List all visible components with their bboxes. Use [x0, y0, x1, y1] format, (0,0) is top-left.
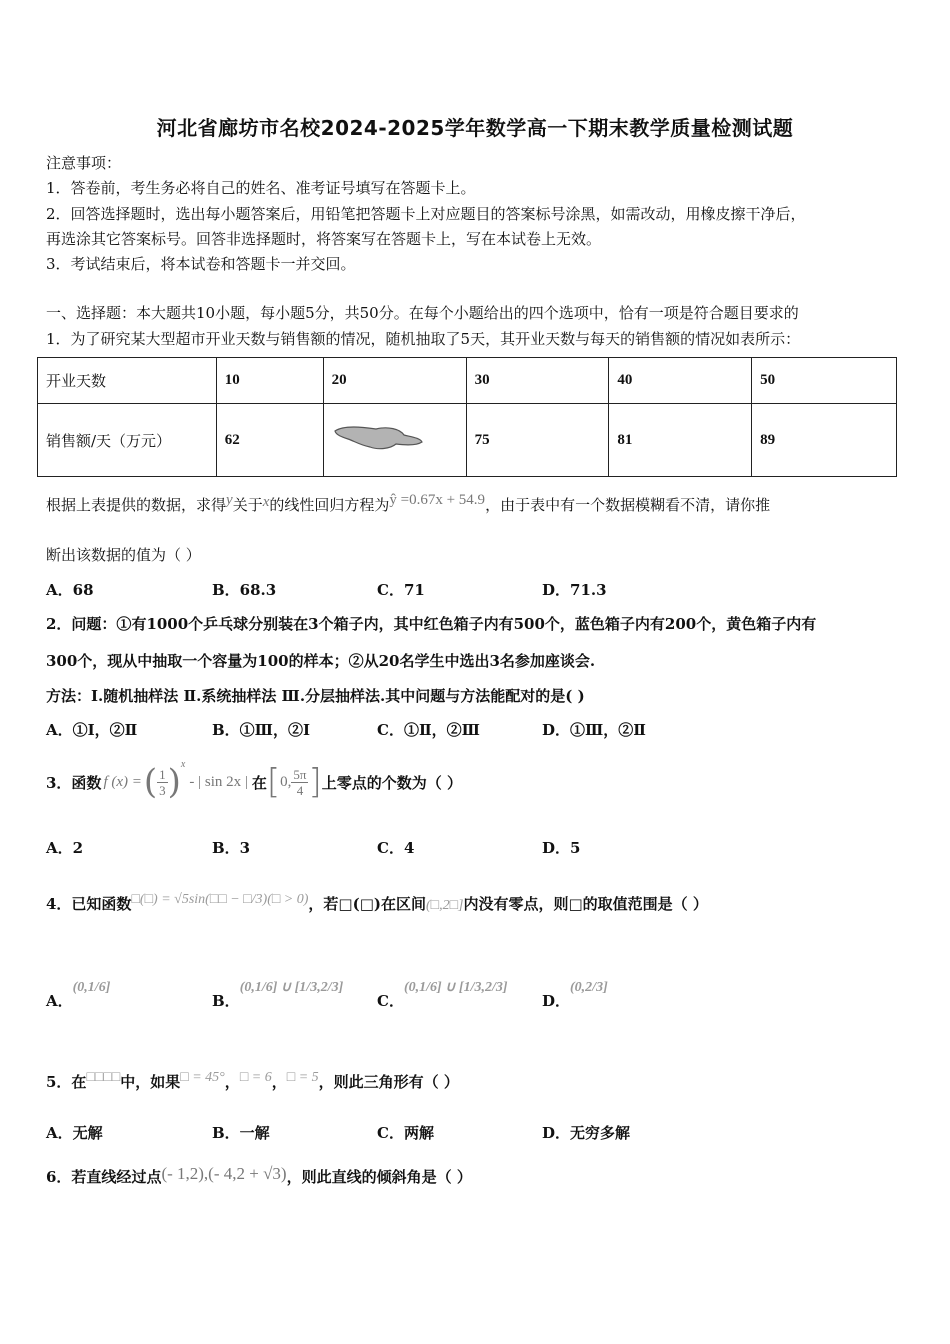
- var-x: x: [262, 494, 270, 510]
- q3-func-lhs: f (x) =: [103, 773, 142, 790]
- q3-stem: [46, 754, 462, 810]
- q2-line-2: 300个，现从中抽取一个容量为100的样本；②从20名学生中选出3名参加座谈会.: [46, 652, 596, 670]
- q2-line-1: 2．问题：①有1000个乒乓球分别装在3个箱子内，其中红色箱子内有500个，蓝色箱子内有200个，黄色箱子内有: [46, 615, 817, 633]
- q5-stem: [46, 1071, 459, 1092]
- q3-in: 在: [251, 773, 267, 792]
- table-cell: 10: [216, 358, 323, 404]
- table-cell: 89: [752, 404, 897, 477]
- q1-text-d: ，由于表中有一个数据模糊看不清，请你推: [485, 496, 771, 514]
- q4-option-c-value: (0,1/6] ∪ [1/3,2/3]: [403, 980, 508, 995]
- notice-item-1: 1．答卷前，考生务必将自己的姓名、准考证号填写在答题卡上。: [46, 179, 476, 197]
- q3-func-tail: - | sin 2x |: [189, 773, 248, 790]
- notice-item-3: 3．考试结束后，将本试卷和答题卡一并交回。: [46, 255, 356, 273]
- q1-text-a: 根据上表提供的数据，求得: [46, 496, 227, 514]
- q6-prefix: 6．若直线经过点: [46, 1168, 162, 1186]
- q5-option-c[interactable]: C．两解: [377, 1124, 434, 1142]
- q5-option-a[interactable]: A．无解: [46, 1124, 103, 1142]
- q1-option-a[interactable]: A．68: [46, 581, 94, 599]
- table-cell: 20: [323, 358, 466, 404]
- frac-denominator: 4: [296, 782, 304, 798]
- q4-interval: (□,2□]: [425, 898, 464, 913]
- q2-line-3: 方法：Ⅰ.随机抽样法 Ⅱ.系统抽样法 Ⅲ.分层抽样法.其中问题与方法能配对的是( ): [46, 687, 585, 705]
- q5-cond-3: □ = 5: [286, 1070, 319, 1085]
- q4-stem: [46, 893, 708, 914]
- paren-right-icon: ): [167, 762, 181, 802]
- q2-option-b[interactable]: B．①Ⅲ，②Ⅰ: [212, 721, 310, 739]
- frac-numerator: 5π: [293, 766, 307, 782]
- q4-option-d-value: (0,2/3]: [570, 980, 608, 995]
- bracket-left-icon: [: [266, 762, 281, 802]
- ink-blot-icon: [332, 423, 424, 453]
- q5-prefix: 5．在: [46, 1073, 87, 1091]
- q3-interval-left: 0,: [280, 773, 292, 790]
- table-cell: 81: [609, 404, 752, 477]
- table-cell: 30: [466, 358, 609, 404]
- q4-option-b-label: B．: [212, 992, 240, 1010]
- q4-option-a-value: (0,1/6]: [72, 980, 111, 995]
- q4-option-a[interactable]: [46, 975, 111, 1010]
- notice-item-2a: 2．回答选择题时，选出每小题答案后，用铅笔把答题卡上对应题目的答案标号涂黑，如需改动，用橡皮擦干净后，: [46, 205, 806, 223]
- q4-option-c-label: C．: [377, 992, 404, 1010]
- q3-option-b[interactable]: B．3: [212, 839, 251, 857]
- q3-interval-fraction: [291, 767, 308, 798]
- q4-prefix: 4．已知函数: [46, 895, 132, 913]
- q1-option-c[interactable]: C．71: [377, 581, 425, 599]
- q5-cond-2: □ = 6: [239, 1070, 272, 1085]
- frac-denominator: 3: [159, 782, 166, 798]
- table-cell-blurred: [323, 404, 466, 477]
- q2-option-d[interactable]: D．①Ⅲ，②Ⅱ: [542, 721, 646, 739]
- q5-option-b[interactable]: B．一解: [212, 1124, 270, 1142]
- q4-option-d[interactable]: [542, 975, 608, 1010]
- q2-option-a[interactable]: A．①Ⅰ，②Ⅱ: [46, 721, 138, 739]
- frac-numerator: 1: [159, 766, 166, 782]
- q6-suffix: ，则此直线的倾斜角是（ ）: [286, 1168, 472, 1186]
- q4-mid-2: 内没有零点，则□的取值范围是（ ）: [463, 895, 708, 913]
- q1-option-d[interactable]: D．71.3: [542, 581, 607, 599]
- notice-item-2b: 再选涂其它答案标号。回答非选择题时，将答案写在答题卡上，写在本试卷上无效。: [46, 230, 602, 248]
- q6-points: (- 1,2),(- 4,2 + √3): [161, 1164, 287, 1183]
- q3-fraction: [157, 767, 168, 798]
- q3-suffix: 上零点的个数为（ ）: [321, 773, 462, 792]
- q3-exponent: x: [180, 758, 186, 770]
- page-title: 河北省廊坊市名校2024-2025学年数学高一下期末教学质量检测试题: [156, 116, 794, 140]
- table-cell: 50: [752, 358, 897, 404]
- q3-prefix: 3．函数: [46, 773, 102, 792]
- table-row-label-days: 开业天数: [38, 358, 217, 404]
- q5-sep-2: ，: [271, 1073, 287, 1091]
- q4-option-c[interactable]: [377, 975, 508, 1010]
- q1-option-b[interactable]: B．68.3: [212, 581, 277, 599]
- q4-option-d-label: D．: [542, 992, 571, 1010]
- q5-suffix: ，则此三角形有（ ）: [318, 1073, 459, 1091]
- q4-function: □(□) = √5sin(□□ − □/3)(□ > 0): [131, 892, 309, 907]
- q4-option-b[interactable]: [212, 975, 344, 1010]
- q1-stem: 1．为了研究某大型超市开业天数与销售额的情况，随机抽取了5天，其开业天数与每天的销售额的情况如表所示：: [46, 330, 801, 348]
- q4-option-b-value: (0,1/6] ∪ [1/3,2/3]: [239, 980, 344, 995]
- table-cell: 62: [216, 404, 323, 477]
- q1-text: [46, 494, 770, 515]
- q1-text-c: 的线性回归方程为: [269, 496, 390, 514]
- q5-mid-1: 中，如果: [120, 1073, 181, 1091]
- q3-option-d[interactable]: D．5: [542, 839, 581, 857]
- q5-triangle: □□□□: [86, 1070, 121, 1085]
- q5-option-d[interactable]: D．无穷多解: [542, 1124, 631, 1142]
- q4-mid-1: ，若□(□)在区间: [308, 895, 426, 913]
- q5-sep-1: ，: [224, 1073, 240, 1091]
- table-row-label-sales: 销售额/天（万元）: [38, 404, 217, 477]
- table-cell: 40: [609, 358, 752, 404]
- var-y: y: [226, 492, 233, 508]
- q1-text-b: 关于: [232, 496, 263, 514]
- q1-data-table: [37, 357, 897, 477]
- table-row: [38, 404, 897, 477]
- q6-stem: [46, 1166, 472, 1187]
- q4-option-a-label: A．: [46, 992, 73, 1010]
- q2-option-c[interactable]: C．①Ⅱ，②Ⅲ: [377, 721, 480, 739]
- notice-heading: 注意事项：: [46, 154, 122, 172]
- bracket-right-icon: ]: [308, 762, 322, 802]
- q1-text-e: 断出该数据的值为（ ）: [46, 546, 201, 564]
- table-cell: 75: [466, 404, 609, 477]
- section-heading: 一、选择题：本大题共10小题，每小题5分，共50分。在每个小题给出的四个选项中，恰有一项是符合题目要求的: [46, 304, 799, 322]
- q5-cond-1: □ = 45°: [180, 1070, 225, 1085]
- q3-option-c[interactable]: C．4: [377, 839, 415, 857]
- q3-option-a[interactable]: A．2: [46, 839, 84, 857]
- table-row: [38, 358, 897, 404]
- regression-equation: ŷ =0.67x + 54.9: [389, 492, 486, 508]
- paren-left-icon: (: [143, 762, 158, 802]
